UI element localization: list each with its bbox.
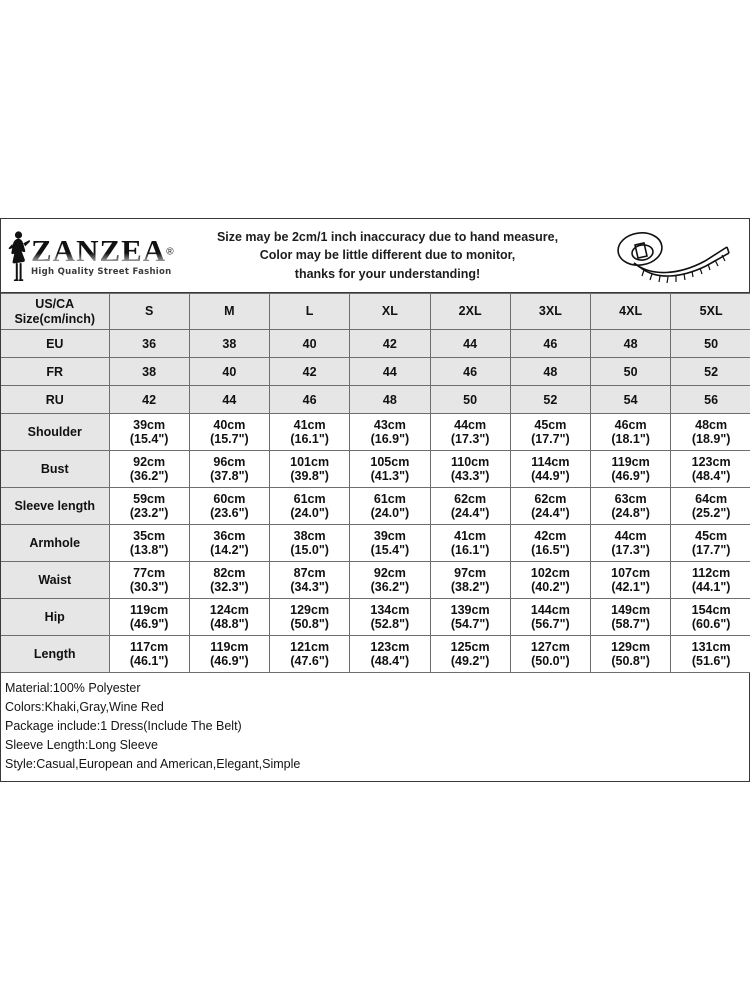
cell-armhole-m <box>189 525 269 562</box>
value-inch: (16.1") <box>290 432 329 446</box>
value-cm: 36cm <box>213 529 246 543</box>
value-inch: (24.4") <box>450 506 490 520</box>
cell-shoulder-xl <box>350 414 430 451</box>
brand-name-line <box>31 232 174 268</box>
value-cm: 43cm <box>373 418 406 432</box>
value-cm: 92cm <box>373 566 406 580</box>
cell-bust-3xl <box>510 451 590 488</box>
cell-shoulder-4xl <box>591 414 671 451</box>
value-cm: 44cm <box>454 418 487 432</box>
cell-fr-s: 38 <box>109 358 189 386</box>
cell-waist-4xl <box>591 562 671 599</box>
cell-armhole-3xl <box>510 525 590 562</box>
cell-waist-l <box>270 562 350 599</box>
value-inch: (16.9") <box>370 432 410 446</box>
value-cm: 134cm <box>370 603 410 617</box>
desc-line-sleeve: Sleeve Length:Long Sleeve <box>5 738 158 752</box>
value-cm: 61cm <box>373 492 406 506</box>
cell-armhole-2xl <box>430 525 510 562</box>
value-cm: 119cm <box>130 603 169 617</box>
value-cm: 41cm <box>454 529 487 543</box>
brand-tagline: High Quality Street Fashion <box>31 266 172 277</box>
value-inch: (56.7") <box>531 617 570 631</box>
notice-line-2: Color may be little different due to monitor, <box>259 248 516 263</box>
row-label-eu: EU <box>1 330 109 358</box>
value-cm: 63cm <box>614 492 647 506</box>
value-inch: (43.3") <box>450 469 490 483</box>
value-inch: (36.2") <box>370 580 410 594</box>
table-row-hip <box>1 599 750 636</box>
row-label-shoulder: Shoulder <box>1 414 109 451</box>
value-inch: (41.3") <box>370 469 410 483</box>
cell-sleeve-s <box>109 488 189 525</box>
value-cm: 38cm <box>293 529 326 543</box>
value-inch: (15.4") <box>370 543 410 557</box>
value-inch: (18.1") <box>611 432 650 446</box>
chart-banner <box>1 219 749 293</box>
cell-waist-s <box>109 562 189 599</box>
cell-waist-5xl <box>671 562 750 599</box>
size-header-4xl: 4XL <box>591 294 671 330</box>
value-inch: (32.3") <box>210 580 249 594</box>
value-inch: (48.4") <box>370 654 410 668</box>
value-inch: (24.8") <box>611 506 650 520</box>
notice-line-3: thanks for your understanding! <box>294 266 481 281</box>
value-inch: (16.5") <box>531 543 570 557</box>
value-inch: (52.8") <box>370 617 410 631</box>
cell-eu-4xl: 48 <box>591 330 671 358</box>
value-inch: (42.1") <box>611 580 650 594</box>
product-description <box>1 673 749 781</box>
cell-armhole-l <box>270 525 350 562</box>
value-inch: (17.7") <box>531 432 570 446</box>
value-cm: 64cm <box>695 492 728 506</box>
measurement-notice <box>176 228 599 282</box>
cell-ru-2xl: 50 <box>430 386 510 414</box>
table-row-sleeve-length <box>1 488 750 525</box>
table-row-eu <box>1 330 750 358</box>
value-inch: (15.4") <box>129 432 169 446</box>
value-cm: 107cm <box>611 566 651 580</box>
value-cm: 42cm <box>534 529 567 543</box>
size-header-5xl: 5XL <box>671 294 750 330</box>
cell-hip-3xl <box>510 599 590 636</box>
registered-mark: ® <box>166 246 174 258</box>
cell-hip-xl <box>350 599 430 636</box>
cell-ru-xl: 48 <box>350 386 430 414</box>
cell-shoulder-2xl <box>430 414 510 451</box>
value-cm: 114cm <box>531 455 570 469</box>
value-inch: (37.8") <box>210 469 249 483</box>
cell-ru-s: 42 <box>109 386 189 414</box>
cell-ru-4xl: 54 <box>591 386 671 414</box>
value-cm: 125cm <box>450 640 490 654</box>
cell-shoulder-5xl <box>671 414 750 451</box>
cell-fr-l: 42 <box>270 358 350 386</box>
value-cm: 82cm <box>213 566 246 580</box>
row-label-fr: FR <box>1 358 109 386</box>
cell-fr-xl: 44 <box>350 358 430 386</box>
value-inch: (39.8") <box>290 469 329 483</box>
value-cm: 131cm <box>691 640 731 654</box>
value-cm: 77cm <box>133 566 166 580</box>
value-cm: 62cm <box>454 492 487 506</box>
size-table <box>1 293 750 673</box>
size-header-l: L <box>270 294 350 330</box>
value-cm: 45cm <box>534 418 567 432</box>
value-inch: (46.9") <box>129 617 169 631</box>
value-cm: 144cm <box>530 603 570 617</box>
value-cm: 40cm <box>213 418 246 432</box>
brand-name: ZANZEA <box>31 232 167 268</box>
value-cm: 124cm <box>209 603 249 617</box>
value-cm: 117cm <box>130 640 169 654</box>
value-cm: 46cm <box>614 418 647 432</box>
cell-waist-m <box>189 562 269 599</box>
cell-eu-l: 40 <box>270 330 350 358</box>
value-inch: (36.2") <box>129 469 169 483</box>
value-cm: 110cm <box>451 455 490 469</box>
cell-hip-m <box>189 599 269 636</box>
cell-bust-m <box>189 451 269 488</box>
cell-armhole-s <box>109 525 189 562</box>
size-header-3xl: 3XL <box>510 294 590 330</box>
notice-line-1: Size may be 2cm/1 inch inaccuracy due to hand measure, <box>216 230 559 245</box>
value-cm: 119cm <box>611 455 650 469</box>
cell-fr-3xl: 48 <box>510 358 590 386</box>
cell-length-l <box>270 636 350 673</box>
value-inch: (50.8") <box>611 654 650 668</box>
value-inch: (17.3") <box>450 432 490 446</box>
value-cm: 102cm <box>530 566 570 580</box>
cell-waist-xl <box>350 562 430 599</box>
cell-waist-2xl <box>430 562 510 599</box>
row-label-length: Length <box>1 636 109 673</box>
row-label-hip: Hip <box>1 599 109 636</box>
value-inch: (25.2") <box>691 506 731 520</box>
size-header-m: M <box>189 294 269 330</box>
row-label-ru: RU <box>1 386 109 414</box>
cell-ru-5xl: 56 <box>671 386 750 414</box>
size-header-xl: XL <box>350 294 430 330</box>
value-inch: (24.0") <box>290 506 329 520</box>
value-cm: 123cm <box>691 455 731 469</box>
cell-waist-3xl <box>510 562 590 599</box>
value-inch: (46.9") <box>210 654 249 668</box>
value-cm: 96cm <box>213 455 246 469</box>
cell-hip-5xl <box>671 599 750 636</box>
cell-sleeve-xl <box>350 488 430 525</box>
cell-hip-4xl <box>591 599 671 636</box>
cell-length-s <box>109 636 189 673</box>
corner-label-line2: Size(cm/inch) <box>14 311 96 326</box>
value-inch: (51.6") <box>691 654 731 668</box>
cell-fr-2xl: 46 <box>430 358 510 386</box>
value-cm: 149cm <box>611 603 651 617</box>
brand-logo <box>1 219 176 292</box>
size-header-s: S <box>109 294 189 330</box>
value-inch: (46.9") <box>611 469 650 483</box>
value-cm: 39cm <box>373 529 406 543</box>
value-cm: 35cm <box>133 529 166 543</box>
table-row-ru <box>1 386 750 414</box>
desc-line-package: Package include:1 Dress(Include The Belt) <box>5 719 242 733</box>
value-cm: 60cm <box>213 492 246 506</box>
cell-ru-3xl: 52 <box>510 386 590 414</box>
value-cm: 129cm <box>611 640 651 654</box>
value-inch: (60.6") <box>691 617 731 631</box>
desc-line-style: Style:Casual,European and American,Elegant,Simple <box>5 757 301 771</box>
table-row-bust <box>1 451 750 488</box>
cell-fr-m: 40 <box>189 358 269 386</box>
cell-sleeve-4xl <box>591 488 671 525</box>
value-cm: 154cm <box>691 603 731 617</box>
value-inch: (54.7") <box>450 617 490 631</box>
value-inch: (17.3") <box>611 543 650 557</box>
value-inch: (16.1") <box>450 543 490 557</box>
value-cm: 41cm <box>293 418 326 432</box>
cell-hip-l <box>270 599 350 636</box>
table-row-armhole <box>1 525 750 562</box>
cell-fr-5xl: 52 <box>671 358 750 386</box>
table-header-row <box>1 294 750 330</box>
corner-label-line1: US/CA <box>35 297 75 312</box>
cell-eu-xl: 42 <box>350 330 430 358</box>
value-inch: (46.1") <box>129 654 169 668</box>
value-inch: (38.2") <box>450 580 490 594</box>
value-cm: 105cm <box>370 455 410 469</box>
cell-length-3xl <box>510 636 590 673</box>
value-inch: (15.0") <box>290 543 329 557</box>
value-inch: (48.4") <box>691 469 731 483</box>
cell-armhole-4xl <box>591 525 671 562</box>
woman-silhouette-icon <box>7 230 33 282</box>
cell-sleeve-3xl <box>510 488 590 525</box>
value-cm: 112cm <box>692 566 731 580</box>
cell-bust-l <box>270 451 350 488</box>
row-label-sleeve-length: Sleeve length <box>1 488 109 525</box>
cell-bust-4xl <box>591 451 671 488</box>
value-cm: 87cm <box>293 566 326 580</box>
value-inch: (14.2") <box>210 543 249 557</box>
size-chart-frame <box>0 218 750 782</box>
cell-fr-4xl: 50 <box>591 358 671 386</box>
value-inch: (44.9") <box>531 469 570 483</box>
value-inch: (30.3") <box>129 580 169 594</box>
cell-sleeve-l <box>270 488 350 525</box>
cell-sleeve-2xl <box>430 488 510 525</box>
cell-shoulder-3xl <box>510 414 590 451</box>
table-row-length <box>1 636 750 673</box>
cell-shoulder-l <box>270 414 350 451</box>
value-inch: (24.4") <box>531 506 570 520</box>
value-inch: (44.1") <box>691 580 731 594</box>
cell-ru-l: 46 <box>270 386 350 414</box>
cell-eu-s: 36 <box>109 330 189 358</box>
value-cm: 48cm <box>695 418 728 432</box>
value-inch: (48.8") <box>210 617 249 631</box>
value-cm: 92cm <box>133 455 166 469</box>
cell-sleeve-5xl <box>671 488 750 525</box>
cell-shoulder-m <box>189 414 269 451</box>
cell-eu-3xl: 46 <box>510 330 590 358</box>
value-cm: 61cm <box>293 492 326 506</box>
row-label-armhole: Armhole <box>1 525 109 562</box>
value-cm: 62cm <box>534 492 567 506</box>
value-inch: (23.6") <box>210 506 249 520</box>
cell-shoulder-s <box>109 414 189 451</box>
value-inch: (13.8") <box>129 543 169 557</box>
value-inch: (34.3") <box>290 580 329 594</box>
value-cm: 123cm <box>370 640 410 654</box>
value-inch: (17.7") <box>691 543 731 557</box>
table-row-shoulder <box>1 414 750 451</box>
value-cm: 127cm <box>530 640 570 654</box>
cell-bust-s <box>109 451 189 488</box>
value-inch: (50.8") <box>290 617 329 631</box>
value-inch: (23.2") <box>129 506 169 520</box>
cell-bust-xl <box>350 451 430 488</box>
table-row-waist <box>1 562 750 599</box>
desc-line-material: Material:100% Polyester <box>5 681 141 695</box>
measuring-tape-icon <box>611 225 737 287</box>
cell-armhole-xl <box>350 525 430 562</box>
cell-length-xl <box>350 636 430 673</box>
value-inch: (49.2") <box>450 654 490 668</box>
value-cm: 45cm <box>695 529 728 543</box>
row-label-waist: Waist <box>1 562 109 599</box>
value-cm: 129cm <box>290 603 330 617</box>
value-cm: 121cm <box>290 640 330 654</box>
cell-length-4xl <box>591 636 671 673</box>
value-cm: 119cm <box>210 640 249 654</box>
table-row-fr <box>1 358 750 386</box>
value-cm: 39cm <box>133 418 166 432</box>
value-inch: (58.7") <box>611 617 650 631</box>
desc-line-colors: Colors:Khaki,Gray,Wine Red <box>5 700 164 714</box>
value-cm: 101cm <box>290 455 330 469</box>
size-header-2xl: 2XL <box>430 294 510 330</box>
value-cm: 44cm <box>614 529 647 543</box>
cell-hip-2xl <box>430 599 510 636</box>
brand-wordmark <box>31 232 174 277</box>
cell-length-5xl <box>671 636 750 673</box>
value-inch: (18.9") <box>691 432 731 446</box>
value-inch: (24.0") <box>370 506 410 520</box>
cell-hip-s <box>109 599 189 636</box>
measuring-tape-illustration <box>599 219 749 292</box>
cell-ru-m: 44 <box>189 386 269 414</box>
cell-eu-m: 38 <box>189 330 269 358</box>
cell-length-m <box>189 636 269 673</box>
cell-length-2xl <box>430 636 510 673</box>
value-cm: 97cm <box>454 566 487 580</box>
cell-eu-5xl: 50 <box>671 330 750 358</box>
value-cm: 59cm <box>133 492 166 506</box>
cell-eu-2xl: 44 <box>430 330 510 358</box>
value-inch: (47.6") <box>290 654 329 668</box>
size-table-body <box>1 294 750 673</box>
value-cm: 139cm <box>450 603 490 617</box>
value-inch: (50.0") <box>531 654 570 668</box>
cell-armhole-5xl <box>671 525 750 562</box>
value-inch: (40.2") <box>531 580 570 594</box>
cell-bust-2xl <box>430 451 510 488</box>
corner-label <box>1 294 109 330</box>
row-label-bust: Bust <box>1 451 109 488</box>
cell-sleeve-m <box>189 488 269 525</box>
value-inch: (15.7") <box>210 432 249 446</box>
cell-bust-5xl <box>671 451 750 488</box>
